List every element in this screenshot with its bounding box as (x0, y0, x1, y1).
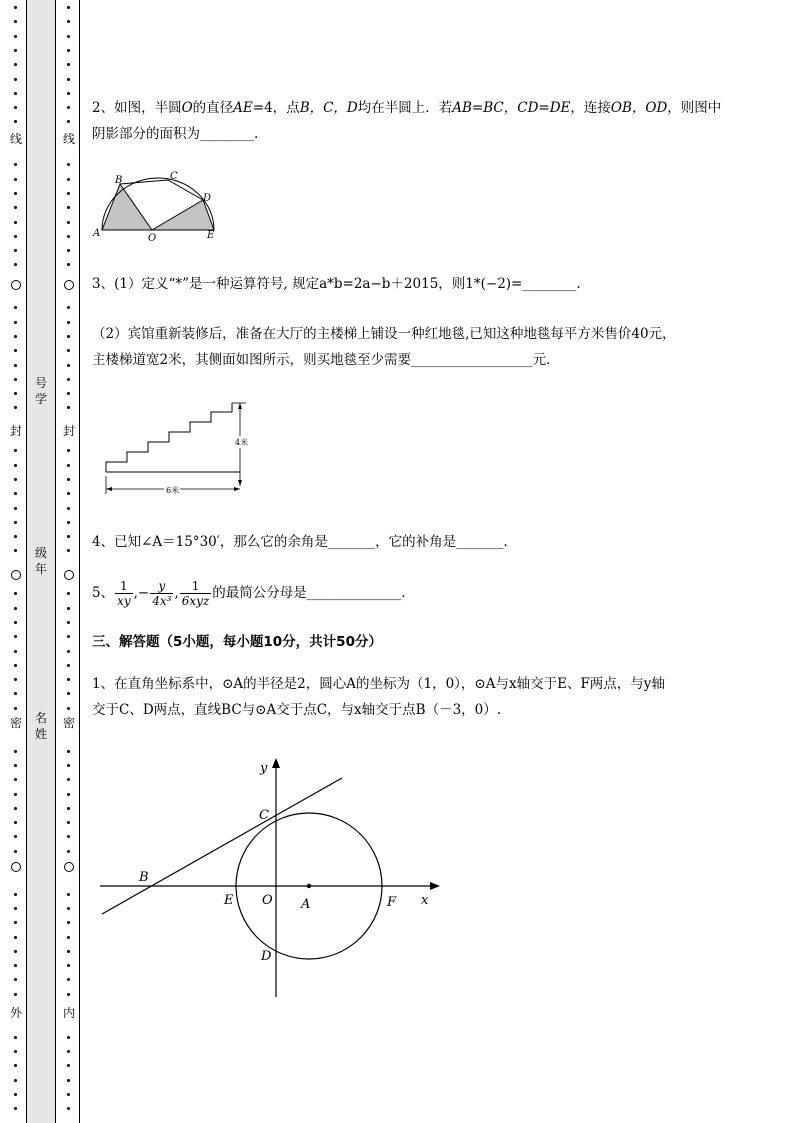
margin-dot (14, 535, 17, 538)
margin-dot (14, 206, 17, 209)
margin-dot (67, 349, 70, 352)
label-y: y (260, 761, 268, 776)
question-3-part-1: 3、(1）定义“*”是一种运算符号, 规定a*b=2a−b＋2015，则1*(−2)=________. (92, 276, 581, 292)
margin-dot (67, 778, 70, 781)
margin-label-xian-inner: 线 (62, 132, 75, 146)
binding-margin-rule (79, 0, 80, 1123)
margin-dot (67, 607, 70, 610)
margin-circle-marker (64, 570, 74, 580)
margin-dot (67, 807, 70, 810)
label-O: O (262, 893, 273, 908)
margin-dot (67, 692, 70, 695)
margin-label-nei: 内 (62, 1006, 75, 1020)
label-D: D (261, 949, 272, 964)
arrow-right (234, 487, 240, 491)
margin-dot (14, 692, 17, 695)
staircase-profile (106, 403, 232, 472)
margin-dot (14, 907, 17, 910)
margin-dot (67, 1093, 70, 1096)
field-label-ji-nian: 级年 (34, 546, 47, 576)
dotted-cut-line-inner (64, 6, 74, 1123)
margin-dot (67, 893, 70, 896)
dotted-cut-line-outer (11, 6, 21, 1123)
margin-dot (14, 750, 17, 753)
margin-dot (14, 793, 17, 796)
margin-dot (67, 549, 70, 552)
label-C: C (170, 171, 178, 182)
margin-dot (67, 392, 70, 395)
margin-dot (14, 764, 17, 767)
margin-dot (14, 63, 17, 66)
margin-dot (67, 406, 70, 409)
label-B: B (139, 870, 149, 885)
margin-dot (14, 964, 17, 967)
margin-dot (67, 192, 70, 195)
margin-dot (67, 206, 70, 209)
margin-dot (14, 6, 17, 9)
margin-dot (67, 63, 70, 66)
margin-dot (14, 950, 17, 953)
margin-dot (14, 1093, 17, 1096)
margin-dot (14, 392, 17, 395)
margin-dot (67, 492, 70, 495)
label-O: O (148, 233, 157, 244)
question-3-part-2-line-2: 主楼梯道宽2米，其侧面如图所示，则买地毯至少需要__________________元． (92, 352, 560, 368)
margin-dot (67, 335, 70, 338)
margin-dot (14, 921, 17, 924)
margin-label-mi-outer: 密 (9, 716, 22, 730)
label-C: C (259, 808, 269, 823)
margin-label-feng-outer: 封 (9, 424, 22, 438)
margin-dot (67, 306, 70, 309)
center-point-A (307, 884, 311, 888)
margin-dot (67, 163, 70, 166)
margin-dot (67, 235, 70, 238)
margin-dot (67, 507, 70, 510)
margin-dot (67, 35, 70, 38)
problem-1-line-1: 1、在直角坐标系中，⊙A的半径是2，圆心A的坐标为（1，0），⊙A与x轴交于E、F两点，与y轴 (92, 676, 665, 692)
problem-1-line-2: 交于C、D两点，直线BC与⊙A交于点C，与x轴交于点B（－3，0）. (92, 702, 502, 718)
margin-dot (67, 321, 70, 324)
margin-dot (67, 120, 70, 123)
margin-dot (67, 521, 70, 524)
margin-dot (67, 106, 70, 109)
margin-dot (67, 78, 70, 81)
margin-dot (67, 964, 70, 967)
margin-dot (14, 707, 17, 710)
margin-dot (67, 850, 70, 853)
margin-dot (14, 993, 17, 996)
arrow-left (106, 487, 112, 491)
margin-dot (14, 621, 17, 624)
margin-dot (67, 178, 70, 181)
margin-dot (67, 535, 70, 538)
fraction-1-over-6xyz: $\frac{1}{\text{6xyz}}$ (181, 579, 210, 608)
label-x: x (421, 893, 429, 908)
margin-dot (14, 120, 17, 123)
margin-dot (14, 850, 17, 853)
margin-dot (14, 78, 17, 81)
margin-dot (14, 478, 17, 481)
field-label-hao-xue: 号学 (34, 376, 47, 406)
margin-dot (67, 678, 70, 681)
margin-dot (67, 249, 70, 252)
label-F: F (387, 895, 397, 910)
margin-dot (14, 893, 17, 896)
margin-dot (14, 163, 17, 166)
margin-dot (67, 592, 70, 595)
fraction-1-over-xy: $\frac{1}{xy}$ (117, 579, 131, 608)
field-label-ming-xing: 名姓 (34, 711, 47, 741)
margin-dot (14, 807, 17, 810)
margin-dot (67, 20, 70, 23)
question-4: 4、已知∠A＝15°30′，那么它的余角是_______，它的补角是_______. (92, 534, 508, 550)
margin-dot (67, 936, 70, 939)
margin-circle-marker (11, 280, 21, 290)
margin-dot (14, 349, 17, 352)
margin-dot (14, 321, 17, 324)
label-B: B (115, 175, 123, 186)
margin-dot (67, 263, 70, 266)
margin-dot (14, 178, 17, 181)
margin-dot (14, 35, 17, 38)
margin-dot (14, 49, 17, 52)
margin-dot (67, 92, 70, 95)
margin-dot (14, 221, 17, 224)
margin-label-mi-inner: 密 (62, 716, 75, 730)
margin-dot (14, 607, 17, 610)
shaded-region-left (102, 184, 152, 230)
margin-dot (14, 635, 17, 638)
margin-dot (67, 6, 70, 9)
width-label: 6米 (166, 486, 180, 495)
staircase-figure (98, 398, 258, 500)
margin-label-feng-inner: 封 (62, 424, 75, 438)
height-label: 4米 (235, 438, 249, 447)
coordinate-circle-figure (95, 752, 450, 1002)
margin-dot (67, 1107, 70, 1110)
margin-circle-marker (64, 862, 74, 872)
margin-dot (67, 221, 70, 224)
margin-dot (67, 621, 70, 624)
margin-dot (14, 1079, 17, 1082)
margin-dot (67, 907, 70, 910)
margin-dot (67, 764, 70, 767)
margin-dot (14, 378, 17, 381)
margin-dot (67, 378, 70, 381)
margin-dot (14, 1107, 17, 1110)
line-BC (102, 778, 342, 914)
label-E: E (224, 893, 234, 908)
margin-dot (67, 793, 70, 796)
label-A: A (93, 228, 101, 239)
label-A: A (301, 897, 311, 912)
label-E: E (207, 230, 215, 241)
margin-dot (14, 507, 17, 510)
margin-dot (14, 664, 17, 667)
margin-dot (67, 1036, 70, 1039)
margin-dot (14, 335, 17, 338)
y-axis-arrow (272, 758, 280, 768)
margin-dot (14, 306, 17, 309)
margin-dot (67, 821, 70, 824)
margin-dot (67, 664, 70, 667)
margin-dot (14, 1050, 17, 1053)
margin-dot (67, 707, 70, 710)
margin-dot (67, 464, 70, 467)
margin-dot (67, 478, 70, 481)
margin-dot (67, 993, 70, 996)
margin-dot (14, 1064, 17, 1067)
margin-dot (14, 549, 17, 552)
margin-dot (14, 20, 17, 23)
margin-dot (14, 192, 17, 195)
margin-circle-marker (64, 280, 74, 290)
margin-dot (14, 364, 17, 367)
margin-dot (67, 1050, 70, 1053)
margin-dot (67, 978, 70, 981)
margin-dot (14, 821, 17, 824)
margin-dot (67, 49, 70, 52)
margin-dot (14, 678, 17, 681)
margin-label-xian-outer: 线 (9, 132, 22, 146)
margin-dot (14, 449, 17, 452)
margin-dot (67, 950, 70, 953)
margin-dot (67, 1079, 70, 1082)
semicircle-figure (90, 168, 220, 244)
margin-dot (14, 235, 17, 238)
section-title-3: 三、解答题（5小题，每小题10分，共计50分） (92, 634, 382, 650)
margin-dot (14, 1036, 17, 1039)
margin-dot (67, 750, 70, 753)
label-D: D (203, 193, 212, 204)
margin-dot (14, 650, 17, 653)
margin-dot (14, 464, 17, 467)
margin-dot (67, 921, 70, 924)
margin-dot (14, 778, 17, 781)
margin-dot (67, 1064, 70, 1067)
question-5: 5、 $\frac{1}{xy}$ ,− $\frac{y}{\text{4x³}}$ , $\frac{1}{\text{6xyz}}$ 的最简公分母是______________. (92, 579, 406, 608)
question-2-line-2: 阴影部分的面积为________. (92, 126, 259, 142)
margin-circle-marker (11, 862, 21, 872)
margin-dot (14, 249, 17, 252)
margin-dot (14, 521, 17, 524)
margin-dot (67, 635, 70, 638)
x-axis-arrow (430, 882, 440, 890)
arrow-up (238, 403, 242, 409)
margin-dot (14, 978, 17, 981)
margin-dot (14, 592, 17, 595)
margin-dot (14, 936, 17, 939)
margin-dot (67, 364, 70, 367)
margin-dot (14, 92, 17, 95)
margin-dot (14, 406, 17, 409)
question-2-line-1: 2、如图，半圆O的直径AE=4，点B，C，D均在半圆上．若AB=BC，CD=DE，连接OB，OD，则图中 (92, 100, 722, 116)
fraction-y-over-4x3: $\frac{y}{\text{4x³}}$ (152, 579, 172, 608)
question-3-part-2-line-1: （2）宾馆重新装修后，准备在大厅的主楼梯上铺设一种红地毯,已知这种地毯每平方米售价40元， (92, 326, 676, 342)
margin-dot (14, 106, 17, 109)
margin-circle-marker (11, 570, 21, 580)
margin-dot (67, 835, 70, 838)
margin-dot (14, 835, 17, 838)
margin-dot (14, 263, 17, 266)
margin-dot (67, 449, 70, 452)
margin-label-wai: 外 (9, 1006, 22, 1020)
margin-dot (67, 650, 70, 653)
margin-dot (14, 492, 17, 495)
arrow-down (238, 480, 242, 486)
